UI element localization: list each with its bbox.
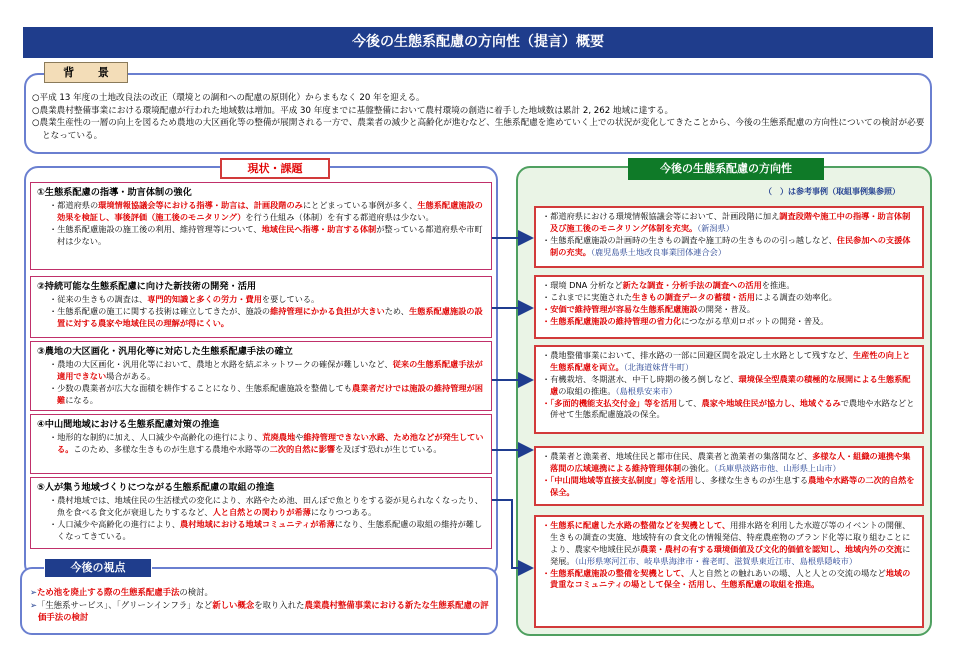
issue-heading: ⑤人が集う地域づくりにつながる生態系配慮の取組の推進 bbox=[37, 482, 275, 493]
body-text: による調査の効率化。 bbox=[754, 291, 837, 302]
text-line bbox=[542, 292, 916, 304]
emphasis-text: 農業農村整備事業における新たな生態系配慮の評価手法の検討 bbox=[38, 599, 489, 623]
text-line bbox=[542, 350, 916, 374]
background-label: 背 景 bbox=[44, 62, 128, 83]
body-text: ・農村地域では、地域住民の生活様式の変化により、水路やため池、田んぼで魚とりをする姿が見られなくなったり、魚を食べる食文化が衰退したりするなど、 bbox=[49, 495, 483, 517]
emphasis-text: ・生態系に配慮した水路の整備などを契機として、 bbox=[542, 520, 731, 530]
text-line bbox=[542, 374, 916, 398]
text-line bbox=[30, 586, 492, 599]
body-text: ・生態系配慮の施工に関する技術は確立してきたが、施設の bbox=[49, 305, 271, 316]
body-text: を取り入れた bbox=[254, 599, 305, 610]
background-item: ○農業生産性の一層の向上を図るため農地の大区画化等の整備が展開される一方で、農業者の減少と高齢化が進むなど、生態系配慮を進めていく上での状況が変化してきたことから、今後の生態系配慮の方向性についての検討が必要となっている。 bbox=[32, 118, 925, 142]
body-text: で農地や水路などと併せて生態系配慮施設の保全。 bbox=[550, 397, 915, 420]
reference-text: （山形県寒河江市、岐阜県海津市・養老町、滋賀県東近江市、島根県隠岐市） bbox=[574, 555, 858, 566]
emphasis-text: 荒廃農地 bbox=[262, 432, 296, 443]
issue-heading: ④中山間地域における生態系配慮対策の推進 bbox=[37, 419, 220, 430]
page-title: 今後の生態系配慮の方向性（提言）概要 bbox=[23, 27, 933, 58]
body-text: に発展。 bbox=[550, 543, 911, 566]
text-line bbox=[542, 475, 916, 499]
body-text: 用排水路を利用した水遊び等のイベントの開催、生きもの調査の実施、地域特有の食文化の情報発信、特産農産物のブランド化等に取り組むことにより、農家や地域住民が bbox=[550, 520, 911, 554]
direction-box-3 bbox=[534, 345, 924, 434]
reference-text: （島根県安来市） bbox=[615, 385, 677, 396]
current-issues-label: 現状・課題 bbox=[220, 158, 330, 179]
reference-text: （北海道妹背牛町） bbox=[623, 361, 694, 372]
emphasis-text: 生態系配慮施設の設置に対する農家や地域住民の理解が得にくい。 bbox=[57, 305, 483, 328]
body-text: になり、生態系配慮の取組の維持が難しくなってきている。 bbox=[57, 518, 483, 541]
issue-heading: ②持続可能な生態系配慮に向けた新技術の開発・活用 bbox=[37, 281, 257, 292]
text-line bbox=[37, 519, 485, 543]
emphasis-text: 農村地域における地域コミュニティが希薄 bbox=[180, 518, 335, 529]
reference-text: （新潟県） bbox=[697, 222, 735, 233]
issue-box-5 bbox=[30, 477, 492, 549]
body-text: 「生態系サービス」、「グリーンインフラ」など bbox=[37, 599, 213, 610]
body-text: につながる草刈ロボットの開発・普及。 bbox=[681, 315, 829, 326]
body-text: 場合がある。 bbox=[106, 370, 156, 381]
body-text: 人と自然との触れあいの場、人と人との交流の場など bbox=[689, 567, 886, 578]
background-item: ○農業農村整備事業における環境配慮が行われた地域数は増加。平成 30 年度までに基盤整備において農村環境の創造に着手した地域数は累計 2, 262 地域に達する。 bbox=[32, 105, 674, 116]
emphasis-text: 農業者だけでは施設の維持管理が困難 bbox=[57, 382, 483, 405]
body-text: ・環境 DNA 分析など bbox=[542, 280, 623, 290]
emphasis-text: ・安価で維持管理が容易な生態系配慮施設 bbox=[542, 303, 698, 314]
emphasis-text: ため池を廃止する際の生態系配慮手法 bbox=[37, 587, 180, 597]
emphasis-text: ・生態系配慮施設の整備を契機として、 bbox=[542, 567, 690, 578]
body-text: を及ぼす恐れが生じている。 bbox=[335, 443, 442, 454]
emphasis-text: 専門的知識と多くの労力・費用 bbox=[147, 294, 262, 305]
future-view-label: 今後の視点 bbox=[44, 558, 152, 578]
emphasis-text: ・「中山間地域等直接支払制度」等を活用 bbox=[542, 474, 694, 485]
text-line bbox=[37, 306, 485, 330]
text-line bbox=[37, 224, 485, 248]
emphasis-text: 地域の貴重なコミュニティの場として保全・活用し、生態系配慮の取組を推進。 bbox=[550, 567, 911, 590]
emphasis-text: 維持管理できない水路、ため池などが発生している。 bbox=[57, 432, 484, 454]
body-text: になる。 bbox=[65, 394, 98, 405]
body-text: ・有機栽培、冬期湛水、中干し時期の後ろ倒しなど、 bbox=[542, 373, 739, 384]
text-line bbox=[37, 359, 485, 383]
background-item: ○平成 13 年度の土地改良法の改正（環境との調和への配慮の原則化）からまもなく 20 年を迎える。 bbox=[32, 93, 425, 103]
body-text: が整っている都道府県や市町村は少ない。 bbox=[57, 223, 483, 246]
body-text: ・都道府県における環境情報協議会等において、計画段階に加え bbox=[542, 211, 780, 221]
reference-text: ➢ bbox=[30, 599, 38, 610]
emphasis-text: 環境情報協議会等における指導・助言は、計画段階のみ bbox=[98, 200, 303, 211]
emphasis-text: ・「多面的機能支払交付金」等を活用 bbox=[542, 397, 678, 408]
emphasis-text: 新たな調査・分析手法の調査への活用 bbox=[622, 280, 762, 290]
emphasis-text: 多様な人・組織の連携や集落間の広域連携による維持管理体制 bbox=[550, 451, 911, 473]
reference-note: （ ）は参考事例（取組事例集参照） bbox=[764, 187, 900, 196]
text-line bbox=[37, 200, 485, 224]
emphasis-text: 調査段階や施工中の指導・助言体制及び施工後のモニタリング体制を充実。 bbox=[550, 211, 911, 233]
emphasis-text: 二次的自然に影響 bbox=[269, 443, 336, 454]
body-text: ・生態系配慮施設の計画時の生きもの調査や施工時の生きものの引っ越しなど、 bbox=[542, 234, 837, 245]
text-line bbox=[542, 568, 916, 592]
emphasis-text: 生産性の向上と生態系配慮を両立。 bbox=[550, 350, 911, 372]
reference-text: （兵庫県淡路市他、山形県上山市） bbox=[713, 462, 841, 473]
body-text: にとどまっている事例が多く、 bbox=[302, 200, 418, 211]
body-text: ・都道府県の bbox=[49, 200, 99, 211]
text-line bbox=[37, 383, 485, 407]
text-line bbox=[37, 495, 485, 519]
reference-text: ➢ bbox=[30, 587, 38, 597]
text-line bbox=[542, 211, 916, 235]
text-line bbox=[542, 398, 916, 422]
background-list bbox=[32, 92, 927, 143]
text-line bbox=[30, 599, 492, 624]
emphasis-text: 生態系配慮施設の効果を検証し、事後評価（施工後のモニタリング） bbox=[57, 200, 483, 222]
body-text: ・農地の大区画化・汎用化等において、農地と水路を結ぶネットワークの確保が難しいなど、 bbox=[49, 359, 393, 370]
body-text: を推進。 bbox=[761, 280, 795, 290]
body-text: の開発・普及。 bbox=[697, 303, 755, 314]
issue-heading: ①生態系配慮の指導・助言体制の強化 bbox=[37, 187, 192, 198]
body-text: このため、多様な生きものが生息する農地や水路等の bbox=[73, 443, 270, 454]
text-line bbox=[37, 432, 485, 456]
body-text: を要している。 bbox=[261, 294, 320, 305]
direction-box-4 bbox=[534, 446, 924, 506]
emphasis-text: 新しい概念 bbox=[212, 599, 255, 610]
body-text: ・人口減少や高齢化の進行により、 bbox=[49, 518, 181, 529]
body-text: の取組の推進。 bbox=[558, 385, 616, 396]
direction-box-2 bbox=[534, 275, 924, 339]
emphasis-text: 農業・農村の有する環境価値及び文化的価値を認知し、地域内外の交流 bbox=[640, 543, 903, 554]
emphasis-text: 地域住民へ指導・助言する体制 bbox=[261, 223, 377, 234]
body-text: や bbox=[295, 432, 304, 443]
emphasis-text: 農家や地域住民が協力し、地域ぐるみ bbox=[701, 397, 841, 408]
body-text: ・少数の農業者が広大な面積を耕作することになり、生態系配慮施設を整備しても bbox=[49, 382, 352, 393]
text-line bbox=[542, 520, 916, 568]
direction-box-1 bbox=[534, 206, 924, 268]
body-text: になりつつある。 bbox=[310, 506, 377, 517]
body-text: ・地形的な制約に加え、人口減少や高齢化の進行により、 bbox=[49, 432, 263, 443]
body-text: して、 bbox=[677, 397, 702, 408]
text-line bbox=[37, 294, 485, 306]
body-text: ・農地整備事業において、排水路の一部に回避区間を設定し土水路として残すなど、 bbox=[542, 350, 853, 360]
issue-box-4 bbox=[30, 414, 492, 474]
emphasis-text: 環境保全型農業の積極的な展開による生態系配慮 bbox=[550, 373, 911, 396]
reference-text: （鹿児島県土地改良事業団体連合会） bbox=[590, 246, 727, 257]
text-line bbox=[542, 235, 916, 259]
text-line bbox=[542, 316, 916, 328]
emphasis-text: 人と自然との関わりが希薄 bbox=[212, 506, 311, 517]
body-text: し、多様な生きものが生息する bbox=[693, 474, 809, 485]
emphasis-text: 維持管理にかかる負担が大きい bbox=[270, 305, 385, 316]
directions-label: 今後の生態系配慮の方向性 bbox=[628, 158, 824, 180]
body-text: ・これまでに実施された bbox=[542, 291, 633, 302]
issue-heading: ③農地の大区画化・汎用化等に対応した生態系配慮手法の確立 bbox=[37, 346, 293, 357]
body-text: ため、 bbox=[384, 305, 409, 316]
text-line bbox=[542, 304, 916, 316]
emphasis-text: 従来の生態系配慮手法が適用できない bbox=[57, 359, 483, 381]
body-text: の検討。 bbox=[179, 587, 213, 597]
future-view-list bbox=[30, 586, 492, 624]
emphasis-text: ・生態系配慮施設の維持管理の省力化 bbox=[542, 315, 682, 326]
text-line bbox=[542, 280, 916, 292]
emphasis-text: 住民参加への支援体制の充実。 bbox=[550, 234, 911, 257]
emphasis-text: 生きもの調査データの蓄積・活用 bbox=[632, 291, 755, 302]
body-text: の強化。 bbox=[681, 462, 714, 473]
body-text: ・生態系配慮施設の施工後の利用、維持管理等について、 bbox=[49, 223, 262, 234]
text-line bbox=[542, 451, 916, 475]
issue-box-2 bbox=[30, 276, 492, 338]
direction-box-5 bbox=[534, 515, 924, 628]
issue-box-1 bbox=[30, 182, 492, 270]
body-text: ・農業者と漁業者、地域住民と都市住民、農業者と漁業者の集落間など、 bbox=[542, 451, 813, 461]
issue-box-3 bbox=[30, 341, 492, 411]
emphasis-text: 農地や水路等の二次的自然を保全。 bbox=[550, 474, 915, 497]
body-text: ・従来の生きもの調査は、 bbox=[49, 294, 148, 305]
body-text: を行う仕組み（体制）を有する都道府県は少ない。 bbox=[245, 211, 434, 222]
